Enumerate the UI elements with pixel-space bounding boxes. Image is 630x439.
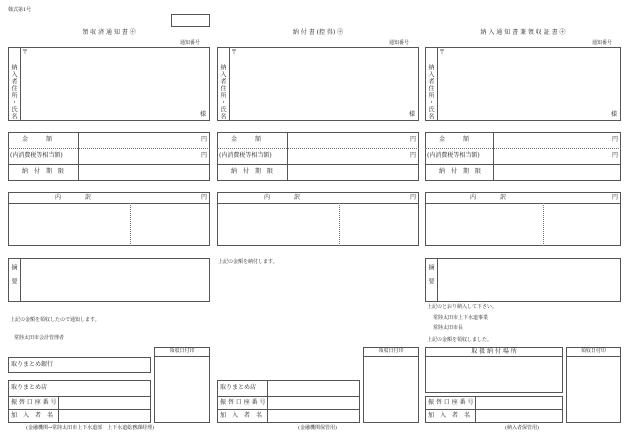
col1-account-label: 振 替 口 座 番 号: [11, 399, 57, 406]
col2-tax-label: (内消費税等相当額): [219, 152, 272, 159]
col1-postal-mark: 〒: [22, 49, 29, 56]
col3-address-label: 納入者住所・氏名: [427, 64, 434, 120]
col3-deadline-label: 納 付 期 限: [439, 168, 482, 175]
col1-tax-label: (内消費税等相当額): [10, 152, 63, 159]
col1-footer: (金融機関→常陸太田市上下水道部 上下水道総務課経理): [26, 425, 155, 431]
col3-footer: (納入者保管用): [505, 425, 539, 431]
col3-account-label: 振 替 口 座 番 号: [428, 399, 474, 406]
col1-notice-no: 通知番号: [180, 40, 201, 46]
col3-summary-box: [425, 258, 621, 302]
col1-bank1-label: 取りまとめ銀行: [11, 361, 54, 368]
col2-sama: 様: [409, 111, 416, 118]
col3-place-label: 取 扱 納 付 場 所: [471, 348, 517, 355]
col2-amount-label: 金 額: [231, 136, 262, 143]
col2-bank2-label: 取りまとめ店: [220, 384, 257, 391]
col3-sama: 様: [611, 111, 618, 118]
col2-footer: (金融機関保管用): [298, 425, 337, 431]
col2-notice-no: 通知番号: [389, 40, 410, 46]
col1-amount-yen: 円: [201, 136, 208, 143]
col3-postal-mark: 〒: [439, 49, 446, 56]
col3-stamp-box: [566, 347, 621, 423]
form-id-box: [171, 14, 210, 27]
col2-stamp-label: 領収日付印: [378, 348, 404, 354]
col1-amount-label: 金 額: [22, 136, 53, 143]
col1-sama: 様: [200, 111, 207, 118]
col2-stamp-box: [363, 347, 419, 423]
col1-breakdown-label: 内 訳: [55, 194, 92, 201]
col2-breakdown-label: 内 訳: [264, 194, 301, 201]
col3-mayor: 常陸太田市長: [433, 325, 464, 331]
col1-summary-box: [8, 258, 210, 302]
col3-payer-label: 加 入 者 名: [428, 412, 471, 419]
col1-breakdown-yen: 円: [201, 194, 208, 201]
col1-stamp-label: 領収日付印: [169, 348, 195, 354]
col1-receipt-note: 上記の金額を領収したので通知します。: [10, 317, 100, 323]
col3-request-note: 上記のとおり納入して下さい。: [427, 304, 498, 310]
col3-notice-no: 通知番号: [592, 40, 613, 46]
col1-tax-yen: 円: [201, 152, 208, 159]
col1-address-box: [8, 47, 210, 121]
col3-breakdown-yen: 円: [612, 194, 619, 201]
col2-breakdown-yen: 円: [410, 194, 417, 201]
col2-deadline-label: 納 付 期 限: [231, 168, 274, 175]
col2-postal-mark: 〒: [231, 49, 238, 56]
col3-breakdown-label: 内 訳: [470, 194, 507, 201]
col3-city-office: 常陸太田市上下水道事業: [433, 315, 489, 321]
col3-received-note: 上記の金額を領収しました。: [427, 337, 493, 343]
col2-tax-yen: 円: [410, 152, 417, 159]
col3-tax-yen: 円: [612, 152, 619, 159]
col1-address-label: 納入者住所・氏名: [10, 64, 17, 120]
col3-breakdown-box: [425, 192, 621, 246]
col1-deadline-label: 納 付 期 限: [22, 168, 65, 175]
col1-breakdown-box: [8, 192, 210, 246]
col2-amount-yen: 円: [410, 136, 417, 143]
form-number: 様式第1号: [8, 7, 32, 13]
col3-summary-label: 摘 要: [427, 264, 434, 285]
col3-amount-yen: 円: [612, 136, 619, 143]
col2-address-label: 納入者住所・氏名: [219, 64, 226, 120]
col1-summary-label: 摘 要: [10, 264, 17, 285]
col2-title: 納 付 書 (控 得) ㊉: [292, 29, 344, 36]
col3-address-box: [425, 47, 621, 121]
col2-paid-note: 上記の金額を納付します。: [218, 259, 278, 265]
col1-bank2-label: 取りまとめ店: [11, 384, 48, 391]
col3-tax-label: (内消費税等相当額): [427, 152, 480, 159]
col3-stamp-label: 領収日付印: [580, 348, 606, 354]
col2-payer-label: 加 入 者 名: [220, 412, 263, 419]
col3-amount-label: 金 額: [439, 136, 470, 143]
col2-breakdown-box: [217, 192, 419, 246]
col1-treasurer: 常陸太田市会計管理者: [14, 335, 65, 341]
col2-address-box: [217, 47, 419, 121]
col3-title: 納 入 通 知 書 兼 領 収 証 書 ㊉: [480, 29, 566, 36]
col1-payer-label: 加 入 者 名: [11, 412, 54, 419]
col2-account-label: 振 替 口 座 番 号: [220, 399, 266, 406]
col1-stamp-box: [154, 347, 210, 423]
col1-title: 領 収 済 通 知 書 ㊉: [82, 29, 136, 36]
